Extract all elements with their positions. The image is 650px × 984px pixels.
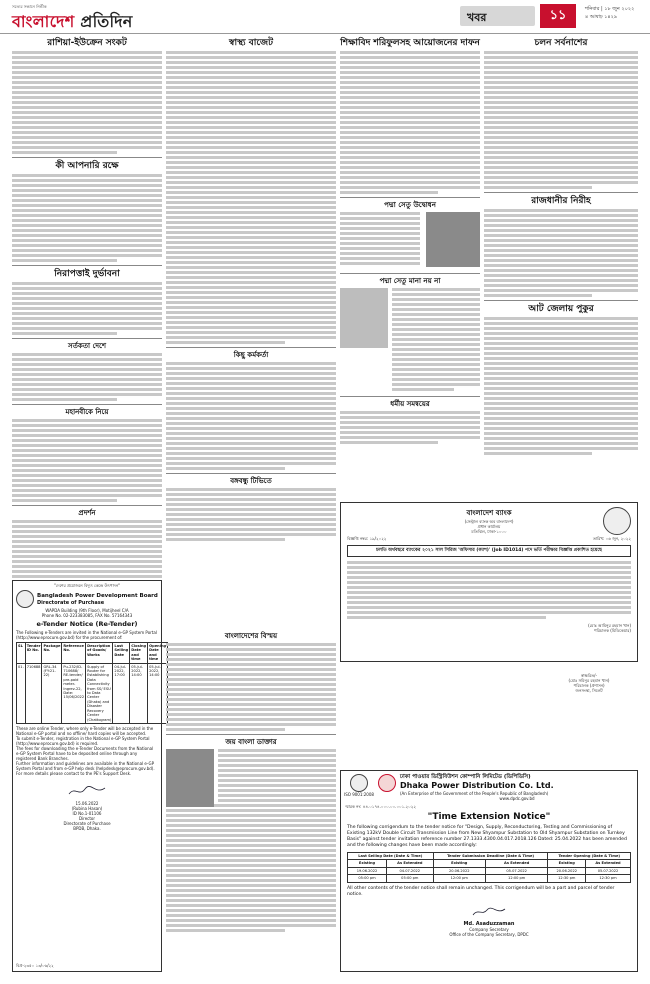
headline[interactable]: নিরাপত্তাই দুর্ভাবনা	[54, 269, 120, 279]
table-cell: 12:30 pm	[548, 875, 586, 882]
table-header: Tender Opening (Date & Time)	[548, 853, 631, 860]
table-header: Reference No.	[62, 643, 86, 664]
dpdc-logo-icon	[378, 774, 396, 792]
table-header-row	[348, 853, 631, 860]
news-photo[interactable]	[340, 288, 388, 348]
bank-ad-designation: পরিচালক (মিডিকেয়ার)	[593, 628, 631, 633]
right-signer-title: পরিচালক (প্রশাসন)	[573, 683, 605, 688]
article-body	[12, 174, 162, 262]
issue-date-alt: ৪ আষাঢ় ১৪২৯	[585, 14, 618, 20]
table-cell: 05-Jul-2022, 14:00	[148, 663, 168, 723]
table-cell: 12:00 pm	[485, 875, 548, 882]
table-cell: 05:00 pm	[348, 875, 387, 882]
article-body	[166, 643, 336, 731]
dpdc-footer: All other contents of the tender notice shall remain unchanged. This corrigendum will be a part and parcel of tender notice.	[347, 885, 615, 897]
iso-logo-icon	[350, 774, 368, 792]
dpdc-body: The following corrigendum to the tender notice for "Design, Supply, Reconductoring, Testing and Commissioning of Existing 132kV Double Circuit Transmission Line from New Shyampur Substation to Old Shyampur Substation on Turnkey Basis" against tender invitation reference number 27.1333.4300.04.017.2018.126 Dated: 25.04.2022 has been amended and the following changes have been made accordingly:	[347, 825, 627, 848]
bpdb-tender-table	[16, 642, 168, 724]
divider	[12, 404, 162, 405]
bpdb-signer: (Rubina Hasan)	[71, 805, 103, 811]
masthead-tagline: সত্যের সন্ধানে নির্ভীক	[12, 4, 47, 9]
bpdb-ref-left: বিপ্র-২৩৫০ ১৩/০৬/২২	[16, 963, 54, 968]
bpdb-signer-id: ID No.1-01106	[72, 810, 102, 816]
headline[interactable]: শিক্ষাবিদ শরিফুলসহ আয়োজনের দাফন	[340, 38, 480, 48]
article-body	[12, 282, 162, 335]
logo-red-part: বাংলাদেশ	[12, 12, 81, 31]
logo-dark-part: প্রতিদিন	[80, 12, 133, 31]
news-photo[interactable]	[426, 212, 480, 267]
dpdc-title-en: Dhaka Power Distribution Co. Ltd.	[400, 781, 554, 790]
column-4	[484, 36, 638, 456]
table-row	[348, 867, 631, 874]
divider	[12, 265, 162, 266]
table-cell: 12:00 pm	[433, 875, 485, 882]
article-body	[166, 51, 336, 344]
headline[interactable]: বঙ্গবন্ধু টিভিতে	[230, 477, 272, 485]
table-cell: 05.07.2022	[585, 867, 630, 874]
article-body	[166, 488, 336, 541]
table-subheader-row	[348, 860, 631, 867]
divider	[12, 338, 162, 339]
bpdb-notice-title: e-Tender Notice (Re-Tender)	[36, 620, 138, 628]
table-header: Opening Date and time	[149, 644, 167, 662]
column-1	[12, 36, 162, 578]
dpdc-notice-title: "Time Extension Notice"	[427, 812, 551, 822]
table-header: Tender ID No.	[25, 643, 42, 664]
divider	[340, 396, 480, 397]
bank-ad-sub3: মতিঝিল, ঢাকা-১০০০	[471, 529, 507, 534]
bpdb-para: Further information and guidelines are available in the National e-GP System Portal and from e-GP help desk (helpdesk@eprocure.gov.bd).	[16, 760, 155, 771]
headline[interactable]: আট জেলায় পুকুর	[528, 304, 594, 314]
headline[interactable]: সর্তকতা দেশে	[68, 342, 106, 350]
bpdb-address: WAPDA Building (9th Floor), Motijheel C/A	[45, 608, 129, 613]
dpdc-title-bn: ঢাকা পাওয়ার ডিস্ট্রিবিউশন কোম্পানি লিমিটেড (ডিপিডিসি)	[400, 774, 531, 780]
signature-icon	[471, 907, 507, 917]
newspaper-logo[interactable]	[12, 9, 133, 36]
table-row	[348, 875, 631, 882]
bpdb-signer-title: BPDB, Dhaka.	[73, 825, 101, 831]
headline[interactable]: ধর্মীয় সমন্বয়ের	[390, 400, 430, 408]
bpdb-motto: "দেশের প্রয়োজনে বিদ্যুৎ কেন্দ্রে উৎপাদন"	[54, 583, 120, 588]
bpdb-tender-ad[interactable]	[12, 580, 167, 972]
right-signed: স্বাক্ষরিত/-	[581, 673, 597, 678]
table-header: SL	[17, 643, 26, 664]
divider	[340, 273, 480, 274]
article-body	[12, 419, 162, 502]
table-header: Last Selling Date	[113, 643, 130, 664]
divider	[166, 347, 336, 348]
section-name: খবর	[467, 11, 487, 24]
bpdb-signer-title: Director	[78, 815, 96, 821]
bpdb-signer-title: Directorate of Purchase	[63, 820, 111, 826]
bank-ad-title: বাংলাদেশ ব্যাংক	[466, 509, 512, 517]
table-header: Closing Date and time	[131, 644, 147, 662]
bpdb-logo-icon	[16, 590, 34, 608]
table-cell: 05:00 pm	[386, 875, 433, 882]
headline[interactable]: স্বাস্থ্য বাজেট	[229, 38, 273, 48]
table-cell: 05.07.2022	[485, 867, 548, 874]
table-row	[17, 663, 168, 723]
bank-ad-body	[341, 559, 637, 623]
article-body	[340, 51, 480, 194]
table-header: Tender Submission Deadline (Date & Time)	[433, 853, 548, 860]
bpdb-para: These are online Tender, where only e-Tender will be accepted in the National e-GP portal and no offline/ hard copies will be accepted.	[16, 725, 154, 736]
table-subheader: Existing	[433, 860, 485, 867]
headline[interactable]: কী আপনারি রক্ষে	[55, 161, 119, 171]
bpdb-para: To submit e-Tender, registration in the National e-GP System Portal (http://www.eprocure.gov.bd) is required.	[16, 735, 150, 746]
bank-ad-ref: বিজ্ঞপ্তি নম্বর: ১৯/২০২২	[347, 536, 387, 541]
table-subheader: As Extended	[386, 860, 433, 867]
article-body	[340, 411, 480, 444]
article-body	[340, 212, 420, 265]
table-cell: 20.06.2022	[548, 867, 586, 874]
bpdb-title: Bangladesh Power Development Board	[37, 592, 158, 599]
table-subheader: Existing	[348, 860, 387, 867]
article-body	[484, 317, 638, 455]
table-subheader: As Extended	[585, 860, 630, 867]
dpdc-url[interactable]: www.dpdc.gov.bd	[499, 796, 535, 801]
headline[interactable]: পদ্মা সেতু মানা নয় না	[379, 277, 441, 285]
headline[interactable]: কিছু কর্মকর্তা	[233, 351, 269, 359]
table-cell: 710688	[25, 663, 42, 723]
column-3	[340, 36, 480, 506]
article-body	[218, 749, 336, 802]
headline[interactable]: পদ্মা সেতু উদ্বোধন	[384, 201, 436, 209]
table-header: Last Selling Date (Date & Time)	[348, 853, 434, 860]
table-header-row	[17, 643, 168, 664]
issue-date: শনিবার | ১৮ জুন ২০২২	[585, 6, 635, 12]
bank-ad-sub2: প্রধান কার্যালয়	[477, 524, 501, 529]
dpdc-tender-ad[interactable]	[340, 770, 638, 972]
dpdc-signer-title: Company Secretary	[469, 926, 509, 932]
table-cell: 04-Jul-2022, 17:00	[113, 663, 130, 723]
bpdb-phone: Phone No. 02-223383085, FAX No. 57164343	[41, 613, 133, 618]
headline[interactable]: রাশিয়া-ইউক্রেন সংকট	[47, 38, 127, 48]
bank-ad-notice: চলতি অর্থবছরে ব্যাংকের ২০২১ সাল সিরিজ 'অফিসার (ক্যাশ)' (Job ID1014) পদে ভর্তি পরীক্ষার বিজ্ঞপ্তি প্রকাশিত হয়েছে	[347, 545, 631, 557]
divider	[12, 157, 162, 158]
table-cell: 19.06.2022	[348, 867, 387, 874]
page-number-badge: ১১	[540, 4, 576, 28]
headline[interactable]: রাজধানীর নিরীহ	[531, 196, 591, 206]
divider	[484, 300, 638, 301]
article-body	[484, 51, 638, 189]
article-body	[12, 51, 162, 154]
column-2-lower	[166, 630, 336, 972]
article-body	[166, 804, 336, 932]
iso-label: ISO 9001:2008	[344, 792, 374, 797]
divider	[12, 505, 162, 506]
bank-ad-sub1: (সেন্ট্রাল ব্যাংক অব বাংলাদেশ)	[464, 519, 514, 524]
column-2	[166, 36, 336, 578]
article-body	[392, 288, 480, 391]
headline[interactable]: চলন সর্বনাশের	[534, 38, 588, 48]
bpdb-intro: The Following e-Tenders are invited in the National e-GP System Portal (http://www.eprocure.gov.bd) for the procurement of:	[16, 630, 157, 640]
signature-icon	[67, 785, 107, 797]
section-tag	[460, 6, 535, 26]
dpdc-sub: (An Enterprise of the Government of the People's Republic of Bangladesh)	[400, 791, 549, 796]
table-cell: 12:30 pm	[585, 875, 630, 882]
article-body	[484, 209, 638, 297]
table-cell: 01.	[17, 663, 26, 723]
table-cell: Pu-232/ID-710688/ RE-tender/ pre-paid meter-Ingrev-22, Date: 15/06/2022	[62, 663, 86, 723]
table-cell: GRL-34 (FY:21-22)	[42, 663, 62, 723]
dpdc-signer: Md. Asaduzzaman	[463, 920, 515, 927]
table-header: Description of Goods/ Works	[86, 643, 113, 664]
table-cell: 20.06.2022	[433, 867, 485, 874]
divider	[166, 734, 336, 735]
divider	[484, 192, 638, 193]
headline[interactable]: বাংলাদেশের বিস্ময়	[224, 632, 278, 640]
table-cell: Supply of Router for Establishing Data Connectivity from SS/ ESU to Data Center (Dhaka) and Disaster Recovery Center (Chattogram)	[87, 664, 112, 722]
bpdb-para: For more details please contact to the PE's Support Desk.	[16, 770, 132, 776]
divider	[340, 197, 480, 198]
table-header: Package No.	[42, 643, 62, 664]
table-cell: 05-Jul-2022, 14:00	[130, 663, 148, 723]
divider	[166, 473, 336, 474]
bank-logo-icon	[603, 507, 631, 535]
dpdc-signer-office: Office of the Company Secretary, DPDC	[449, 931, 529, 937]
dpdc-dates-table	[347, 852, 631, 883]
bank-ad-date: তারিখ: ০৬ জুন, ২০২২	[592, 536, 631, 541]
right-signer-name: (মোঃ সমিনুর রহমান খান)	[568, 678, 610, 683]
table-cell: 04.07.2022	[386, 867, 433, 874]
article-body	[12, 353, 162, 401]
bank-ad-signer: (মোঃ আমিনুর রহমান খান)	[588, 623, 631, 628]
bpdb-para: The fees for downloading the e-Tender Documents from the National e-GP System Portal have to be deposited online through any registered Bank Branches.	[16, 745, 154, 761]
headline[interactable]: প্রদর্শন	[78, 509, 96, 517]
headline[interactable]: জয় বাংলা ডাক্তার	[225, 738, 277, 746]
headline[interactable]: মহানবীকে নিয়ে	[65, 408, 109, 416]
dpdc-ref-no: স্মারক নং: ৪৪.০১৭৪.০০০.০০.০০১.২০২২	[345, 804, 416, 809]
table-subheader: Existing	[548, 860, 586, 867]
news-photo[interactable]	[166, 749, 214, 807]
right-signer-office: জনসংস্থা, সিলেট	[575, 688, 603, 693]
bpdb-sig-date: 15.06.2022	[75, 800, 99, 806]
table-subheader: As Extended	[485, 860, 548, 867]
bangladesh-bank-ad[interactable]	[340, 502, 638, 662]
article-body	[166, 362, 336, 470]
masthead	[0, 0, 650, 34]
bpdb-sub: Directorate of Purchase	[37, 599, 105, 606]
right-notice-sign	[540, 665, 638, 765]
